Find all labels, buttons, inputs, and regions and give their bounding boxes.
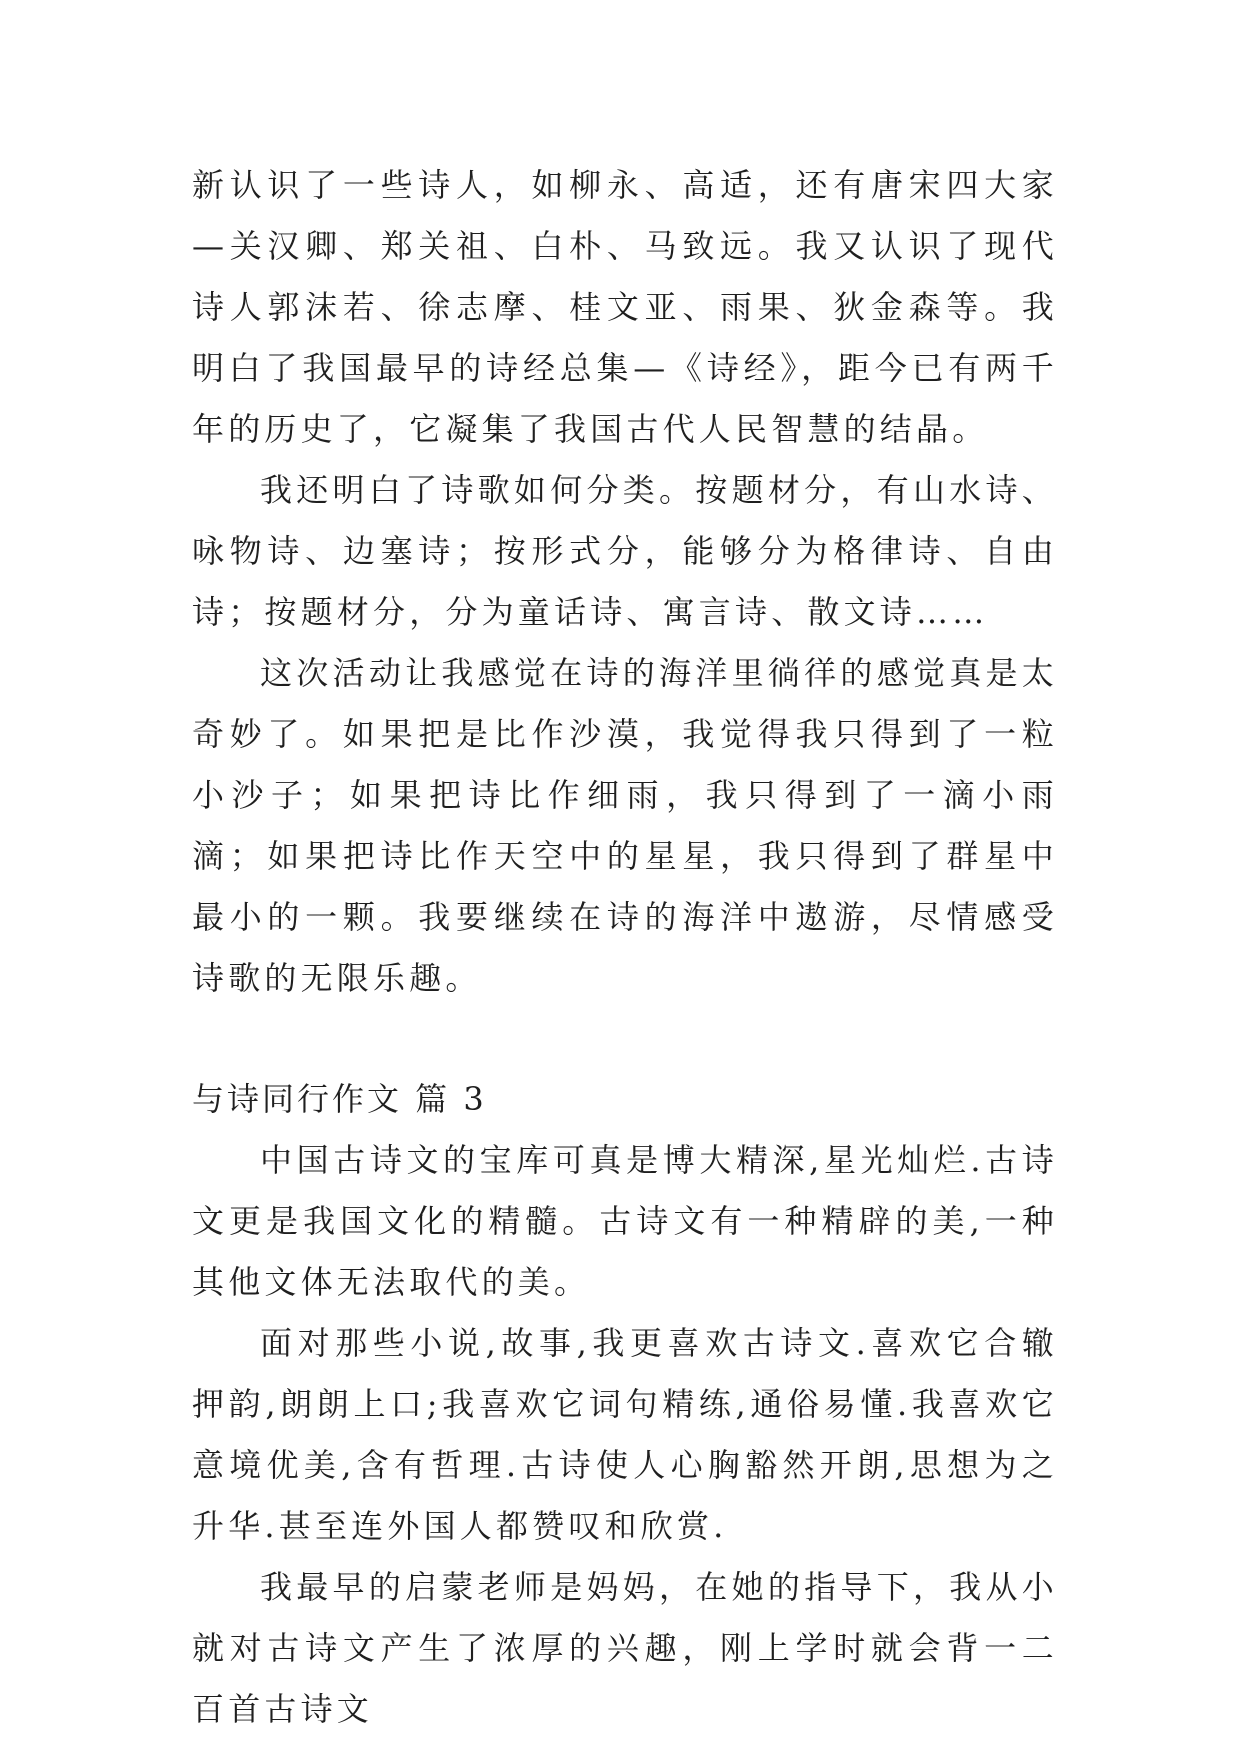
paragraph-activity-feeling: 这次活动让我感觉在诗的海洋里徜徉的感觉真是太奇妙了。如果把是比作沙漠，我觉得我只得到了一粒小沙子；如果把诗比作细雨，我只得到了一滴小雨滴；如果把诗比作天空中的星星，我只得到了群星中最小的一颗。我要继续在诗的海洋中遨游，尽情感受诗歌的无限乐趣。 xyxy=(192,654,1058,997)
paragraph-ancient-poetry-treasure: 中国古诗文的宝库可真是博大精深,星光灿烂.古诗文更是我国文化的精髓。古诗文有一种精辟的美,一种其他文体无法取代的美。 xyxy=(192,1141,1058,1301)
document-body xyxy=(192,155,1058,1740)
paragraph-poets: 新认识了一些诗人，如柳永、高适，还有唐宋四大家—关汉卿、郑关祖、白朴、马致远。我又认识了现代诗人郭沫若、徐志摩、桂文亚、雨果、狄金森等。我明白了我国最早的诗经总集—《诗经》，距今已有两千年的历史了，它凝集了我国古代人民智慧的结晶。 xyxy=(192,166,1058,448)
paragraph-love-ancient-poetry: 面对那些小说,故事,我更喜欢古诗文.喜欢它合辙押韵,朗朗上口;我喜欢它词句精练,通俗易懂.我喜欢它意境优美,含有哲理.古诗使人心胸豁然开朗,思想为之升华.甚至连外国人都赞叹和欣赏. xyxy=(192,1324,1058,1545)
paragraph-poetry-classification: 我还明白了诗歌如何分类。按题材分，有山水诗、咏物诗、边塞诗；按形式分，能够分为格律诗、自由诗；按题材分，分为童话诗、寓言诗、散文诗…… xyxy=(192,471,1058,631)
section-heading: 与诗同行作文 篇 3 xyxy=(192,1080,487,1118)
paragraph-first-teacher: 我最早的启蒙老师是妈妈，在她的指导下，我从小就对古诗文产生了浓厚的兴趣，刚上学时就会背一二百首古诗文 xyxy=(192,1568,1058,1728)
